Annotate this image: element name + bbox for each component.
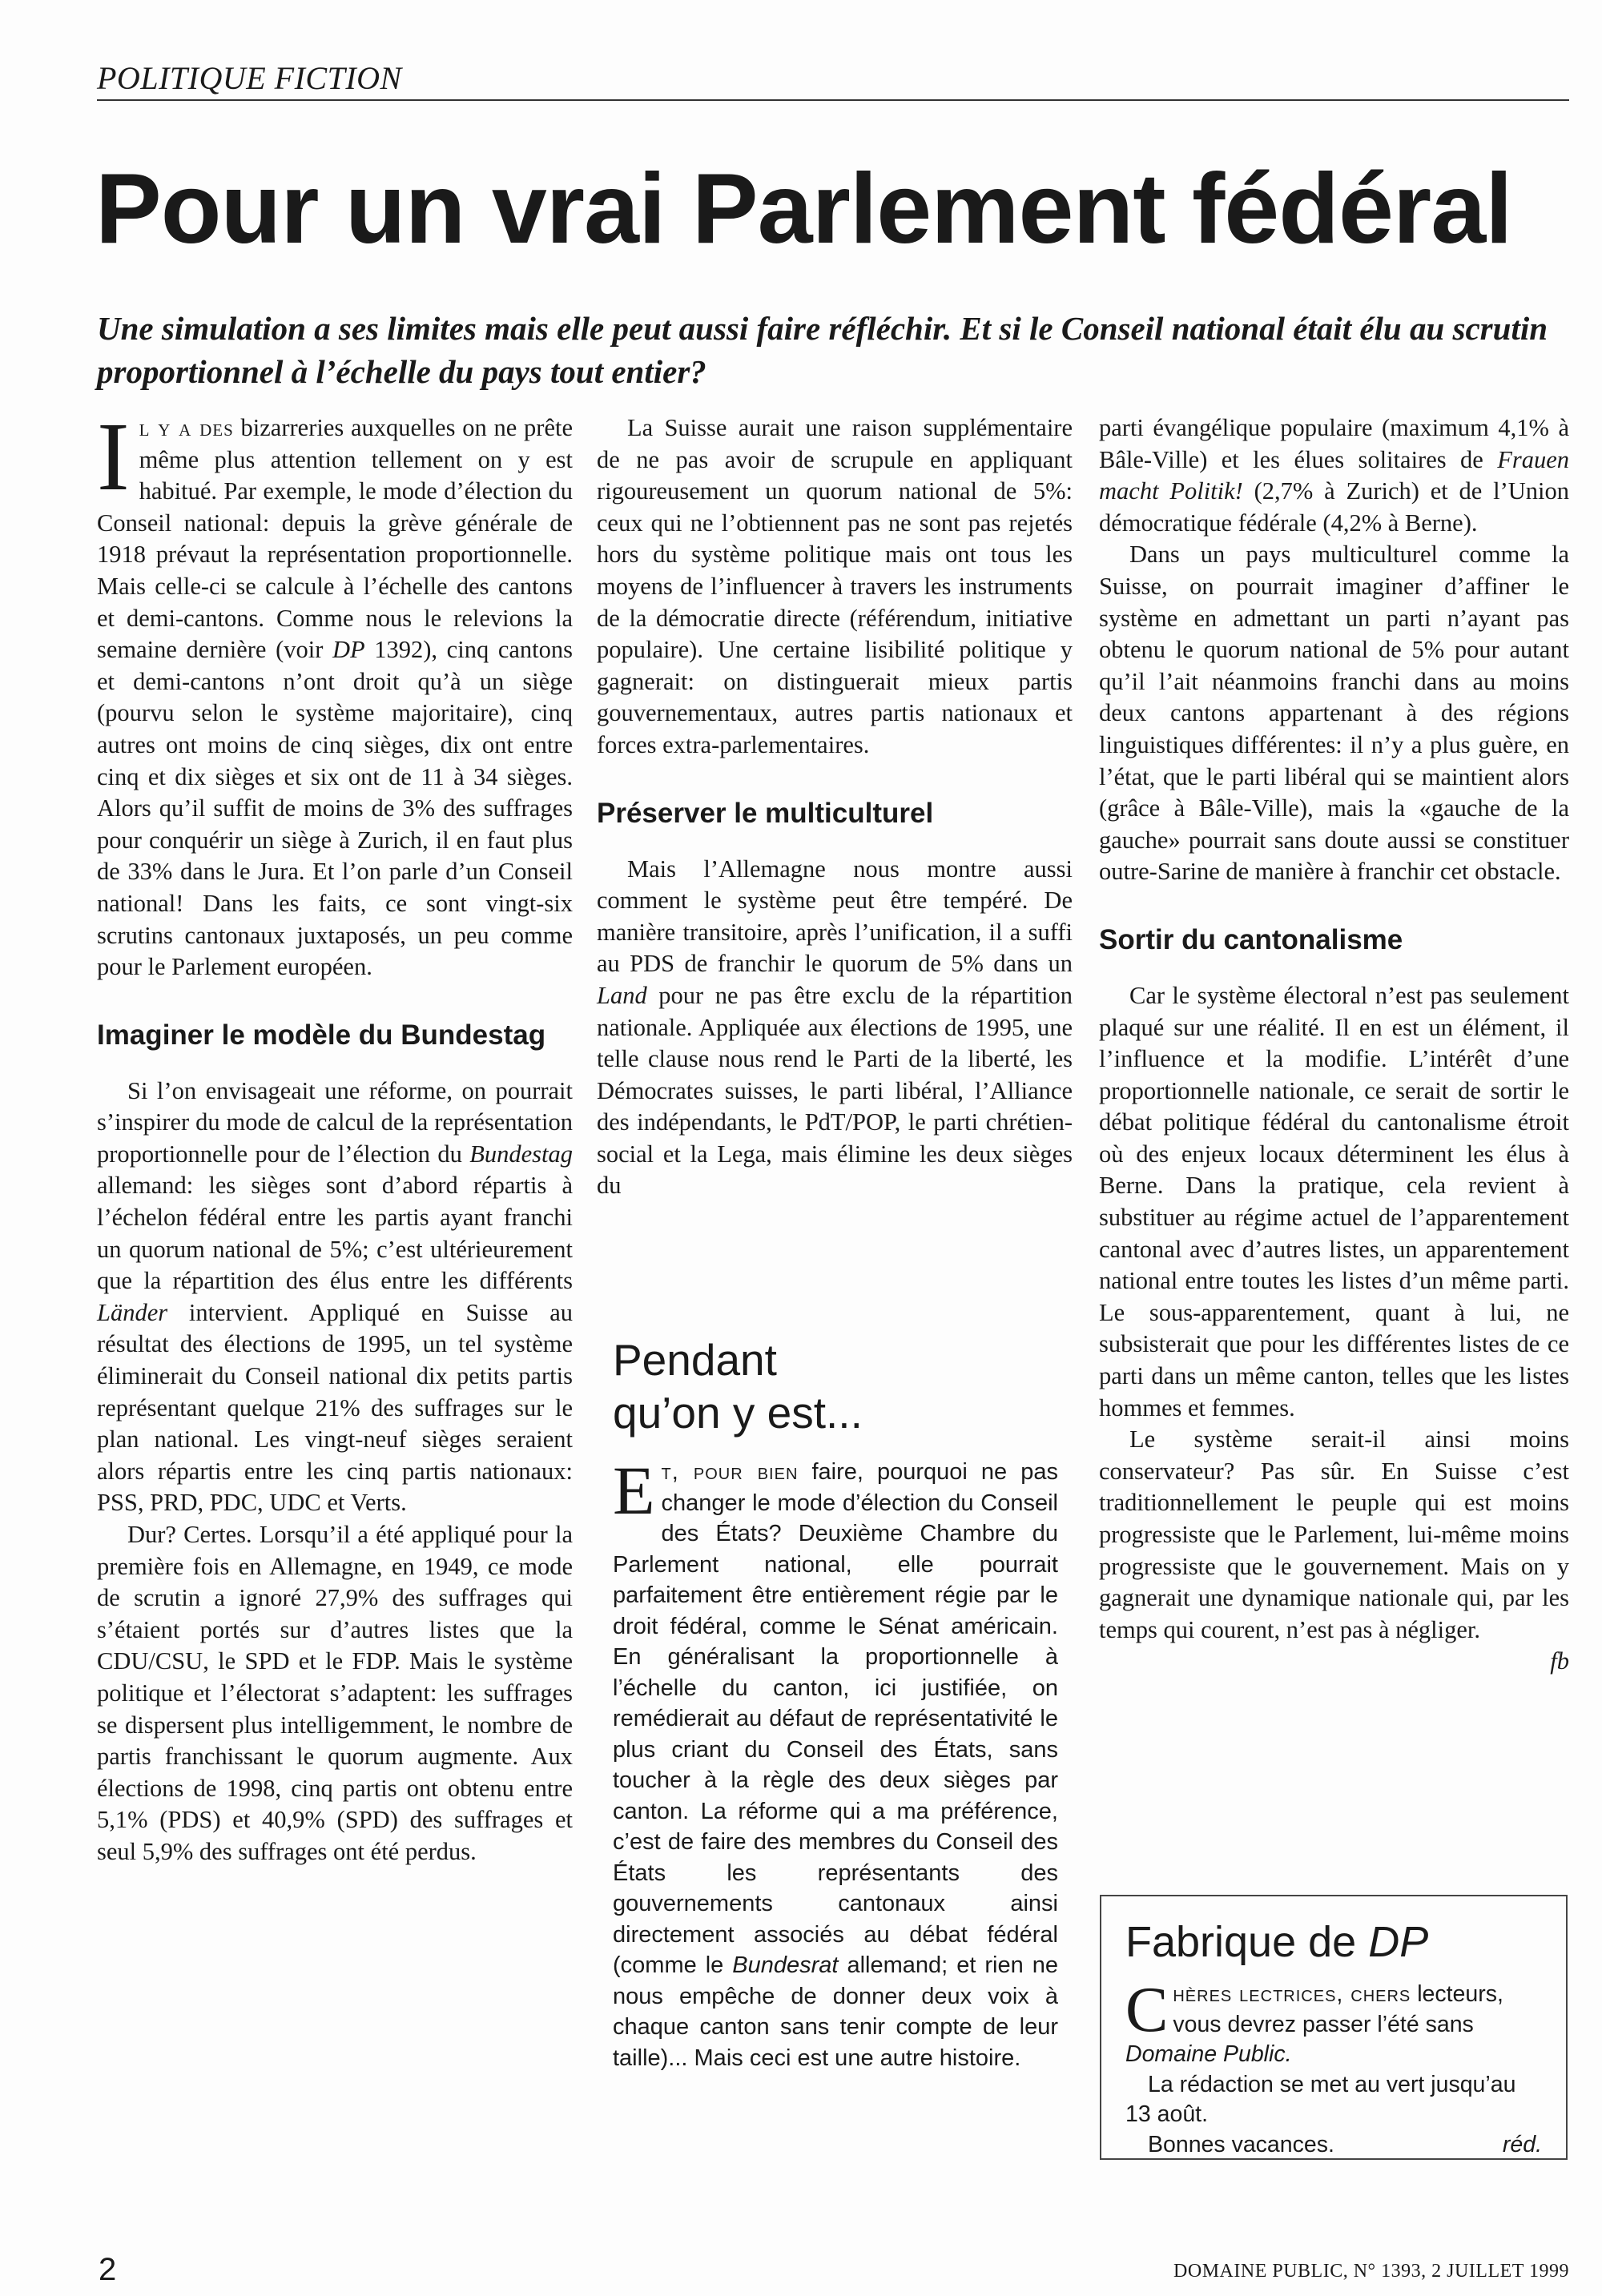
paragraph: Le système serait-il ainsi moins conservateur? Pas sûr. En Suisse c’est traditionnellement le peuple qui est moins progressiste que le Parlement, lui-même moins progressiste que le gouvernement. Mais on y gagnerait une dynamique nationale qui, par les temps qui courent, n’est pas à négliger. bbox=[1099, 1425, 1569, 1643]
paragraph: Car le système électoral n’est pas seulement plaqué sur une réalité. Il en est un élément, il l’influence et la modifie. L’intérêt d’une proportionnelle nationale, ce serait de sortir le débat politique fédéral du cantonalisme étroit où des enjeux locaux déterminent les élus à Berne. Dans la pratique, cela revient à substituer au régime actuel de l’apparentement cantonal avec d’autres listes, un apparentement national entre toutes les listes d’un même parti. Le sous-apparentement, quant à lui, ne subsisterait que pour les différentes listes de ce parti dans un même canton, telles que les listes hommes et femmes. bbox=[1099, 981, 1569, 1421]
page-number: 2 bbox=[99, 2252, 117, 2287]
sidebar-text: Et, pour bien faire, pourquoi ne pas changer le mode d’élection du Conseil des États? Deuxième Chambre du Parlement national, elle pourrait parfaitement être entièrement régie par le droit fédéral, comme le Sénat américain. En généralisant la proportionnelle à l’échelle du canton, ici justifiée, on remédierait au défaut de représentativité le plus criant du Conseil des États, sans toucher à la règle des deux sièges par canton. La réforme qui a ma préférence, c’est de faire des membres du Conseil des États les représentants des gouvernements cantonaux ainsi directement associés au débat fédéral (comme le Bundesrat allemand; et rien ne nous empêche de donner deux voix à chaque canton sans tenir compte de leur taille)... Mais ceci est une autre histoire. bbox=[613, 1452, 1058, 2071]
column-3 bbox=[1099, 412, 1569, 1678]
paragraph: Mais l’Allemagne nous montre aussi comment le système peut être tempéré. De manière transitoire, après l’unification, il a suffi au PDS de franchir le quorum de 5% dans un Land pour ne pas être exclu de la répartition nationale. Appliquée aux élections de 1995, une telle clause nous rend le Parti de la liberté, les Démocrates suisses, le parti libéral, l’Alliance des indépendants, le PdT/POP, le parti chrétien-social et la Lega, mais élimine les deux sièges du bbox=[597, 854, 1073, 1200]
drop-cap: E bbox=[613, 1452, 655, 1529]
subheading: Imaginer le modèle du Bundestag bbox=[97, 1019, 546, 1051]
drop-cap: I bbox=[97, 403, 130, 511]
paragraph: Il y a des bizarreries auxquelles on ne prête même plus attention tellement on y est habitué. Par exemple, le mode d’élection du Conseil national: depuis la grève générale de 1918 prévaut la représentation proportionnelle. Mais celle-ci se calcule à l’échelle des cantons et demi-cantons. Comme nous le relevions la semaine dernière (voir DP 1392), cinq cantons et demi-cantons n’ont droit qu’à un siège (pourvu selon le système majoritaire), cinq autres ont moins de cinq sièges, dix ont entre cinq et dix sièges et six ont de 11 à 34 sièges. Alors qu’il suffit de moins de 3% des suffrages pour conquérir un siège à Zurich, il en faut plus de 33% dans le Jura. Et l’on parle d’un Conseil national! Dans les faits, ce sont vingt-six scrutins cantonaux juxtaposés, un peu comme pour le Parlement européen. bbox=[97, 403, 573, 981]
article-lead: Une simulation a ses limites mais elle peut aussi faire réfléchir. Et si le Conseil national était élu au scrutin proportionnel à l’échelle du pays tout entier? bbox=[97, 310, 1548, 390]
sidebar-pendant bbox=[613, 1333, 1058, 2073]
column-1 bbox=[97, 403, 573, 1868]
sidebar-title: Pendant qu’on y est... bbox=[613, 1335, 863, 1438]
subheading: Préserver le multiculturel bbox=[597, 797, 934, 829]
fabrique-box bbox=[1100, 1895, 1568, 2160]
rubric-rule bbox=[97, 99, 1569, 101]
folio: DOMAINE PUBLIC, N° 1393, 2 JUILLET 1999 bbox=[1173, 2261, 1569, 2282]
drop-cap: C bbox=[1125, 1975, 1169, 2045]
subheading: Sortir du cantonalisme bbox=[1099, 923, 1403, 955]
paragraph: Dans un pays multiculturel comme la Suisse, on pourrait imaginer d’affiner le système en admettant un parti n’ayant pas obtenu le quorum national de 5% pour autant qu’il l’ait néanmoins franchi dans au moins deux cantons appartenant à des régions linguistiques différentes: il n’y a plus guère, en l’état, que le parti libéral qui se maintient alors (grâce à Bâle-Ville), mais la «gauche de la gauche» pourrait sans doute aussi se constituer outre-Sarine de manière à franchir cet obstacle. bbox=[1099, 541, 1569, 886]
author-signature: fb bbox=[1550, 1647, 1569, 1675]
column-2 bbox=[597, 412, 1073, 1202]
section-rubric: POLITIQUE FICTION bbox=[97, 60, 402, 96]
paragraph: Si l’on envisageait une réforme, on pourrait s’inspirer du mode de calcul de la représentation proportionnelle pour de l’élection du Bundestag allemand: les sièges sont d’abord répartis à l’échelon fédéral entre les partis ayant franchi un quorum national de 5%; c’est ultérieurement que la répartition des élus entre les différents Länder intervient. Appliqué en Suisse au résultat des élections de 1995, un tel système éliminerait du Conseil national dix petits partis représentant quelque 21% des suffrages sur le plan national. Les vingt-neuf sièges seraient alors répartis entre les cinq partis nationaux: PSS, PRD, PDC, UDC et Verts. bbox=[97, 1076, 573, 1517]
paragraph: parti évangélique populaire (maximum 4,1% à Bâle-Ville) et les élues solitaires de Frauen macht Politik! (2,7% à Zurich) et de l’Union démocratique fédérale (4,2% à Berne). bbox=[1099, 414, 1569, 537]
box-text: Chères lectrices, chers lecteurs, vous devrez passer l’été sans Domaine Public. La rédaction se met au vert jusqu’au 13 août. Bonnes vacances. réd. bbox=[1125, 1975, 1542, 2157]
paragraph: La Suisse aurait une raison supplémentaire de ne pas avoir de scrupule en appliquant rigoureusement un quorum national de 5%: ceux qui ne l’obtiennent pas ne sont pas rejetés hors du système politique mais ont tous les moyens de l’influencer à travers les instruments de la démocratie directe (référendum, initiative populaire). Une certaine lisibilité politique y gagnerait: on distinguerait mieux partis gouvernementaux, autres partis nationaux et forces extra-parlementaires. bbox=[597, 414, 1073, 758]
paragraph: Dur? Certes. Lorsqu’il a été appliqué pour la première fois en Allemagne, en 1949, ce mode de scrutin a ignoré 27,9% des suffrages qui s’étaient portés sur d’autres listes que la CDU/CSU, le SPD et le FDP. Mais le système politique et l’électorat s’adaptent: les suffrages se dispersent plus intelligemment, le nombre de partis franchissant le quorum augmente. Aux élections de 1998, cinq partis ont obtenu entre 5,1% (PDS) et 40,9% (SPD) des suffrages et seul 5,9% des suffrages ont été perdus. bbox=[97, 1521, 573, 1865]
article-title: Pour un vrai Parlement fédéral bbox=[95, 154, 1512, 264]
box-title: Fabrique de DP bbox=[1125, 1918, 1429, 1966]
